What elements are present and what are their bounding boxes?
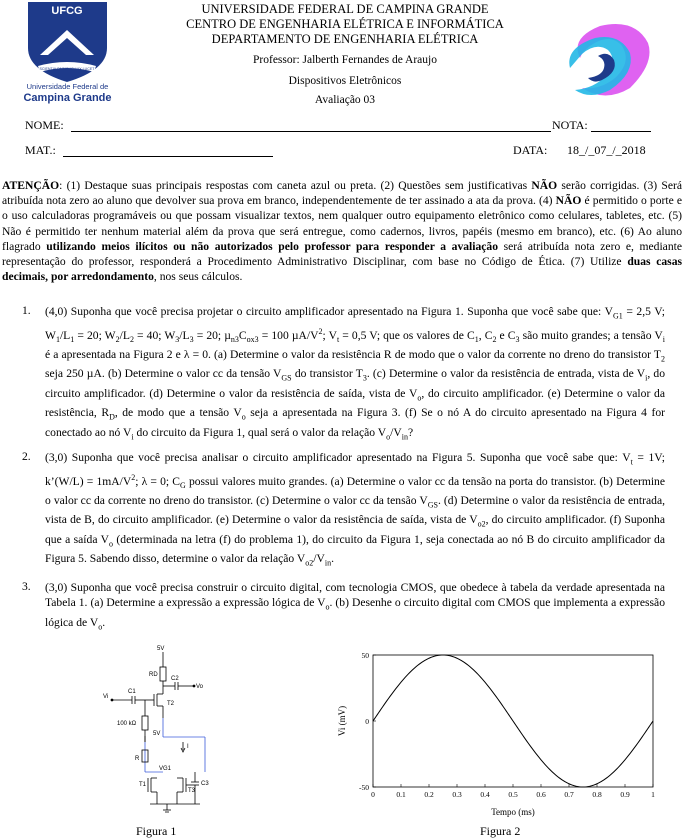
question-2-text: (3,0) Suponha que você precisa analisar o circuito amplificador apresentado na Figura 5. Suponha que você sabe que: $V_t = 1V$; k’(W/L) = $1mA/V^2$; λ = 0; $C_G$ possui valores muito grandes. (a) Determine o valor cc da tensão na porta do transistor. (b) Determine o valor cc da corrente no dreno do transistor. (c) Determine o valor cc da tensão $V_{GS}$. (d) Determine o valor da resistência de entrada, vista de B, do circuito amplificador. (e) Determine o valor da resistência de saída, vista de $V_{o2}$, do circuito amplificador. (f) Suponha que a saída $V_o$ (determinada na letra (f) do problema 1), do circuito da Figura 1, seja conectada ao nó B do circuito amplificador da Figura 5. Sabendo disso, determine o valor da relação $V_{o2}/V_{in}$. <box>45 451 666 568</box>
date-value: 18_/_07_/_2018 <box>567 143 646 157</box>
question-2-number: 2. <box>22 450 31 463</box>
circuit-label-t2: T2 <box>167 701 175 707</box>
circuit-label-vo: Vo <box>196 684 204 690</box>
circuit-label-c1: C1 <box>128 689 136 695</box>
ufcg-logo <box>20 0 115 110</box>
x-tick-label: 0.4 <box>480 790 490 799</box>
date-label: DATA: <box>513 143 548 157</box>
figure-1-caption: Figura 1 <box>136 824 177 838</box>
y-tick-label: 0 <box>365 717 369 726</box>
question-3-text: (3,0) Suponha que você precisa construir o circuito digital, com tecnologia CMOS, que obedece à tabela da verdade apresentada na Tabela 1. (a) Determine a expressão a expressão lógica de $V_o$. (b) Desenhe o circuito digital com CMOS que implementa a expressão lógica de $V_o$. <box>45 581 665 632</box>
x-tick-label: 0 <box>371 790 375 799</box>
mat-field[interactable] <box>63 156 273 157</box>
circuit-label-vi: Vi <box>103 694 109 700</box>
logo-name-line2: Campina Grande <box>23 92 112 104</box>
circuit-label-100k: 100 kΩ <box>117 721 137 727</box>
name-label: NOME: <box>25 118 64 132</box>
attention-paragraph: ATENÇÃO: (1) Destaque suas principais respostas com caneta azul ou preta. (2) Questões sem justificativas NÃO serão corrigidas. (3) Será atribuída nota zero ao aluno que devolver sua prova em branco, independentemente de ter assinado a ata da prova. (4) NÃO é permitido o porte e o uso calculadoras programáveis ou que possam visualizar textos, nem qualquer outro equipamento eletrônico como celulares, tabletes, etc. (5) Não é permitido ter nenhum material além da prova que será entregue, como cadernos, livros, papéis (mesmo em branco), etc. (6) Ao aluno flagrado utilizando meios ilícitos ou não autorizados pelo professor para responder a avaliação será atribuída nota zero e, mediante representação do professor, responderá a Procedimento Administrativo Disciplinar, com base no Código de Ética. (7) Utilize duas casas decimais, por arredondamento, nos seus cálculos. <box>2 179 683 284</box>
grade-label: NOTA: <box>552 118 588 132</box>
name-field[interactable] <box>71 131 551 132</box>
professor-name: Professor: Jalberth Fernandes de Araujo <box>253 54 437 66</box>
circuit-label-r: R <box>135 756 140 762</box>
circuit-label-c2: C2 <box>171 676 179 682</box>
exam-name: Avaliação 03 <box>314 94 376 106</box>
x-tick-label: 0.2 <box>424 790 434 799</box>
dee-logo-icon <box>560 18 660 103</box>
circuit-label-rd: RD <box>149 672 158 678</box>
logo-title-text: UFCG <box>51 5 83 17</box>
course-name: Dispositivos Eletrônicos <box>288 75 402 87</box>
circuit-label-t1: T1 <box>139 782 147 788</box>
attention-label: ATENÇÃO <box>2 179 60 192</box>
x-tick-label: 0.3 <box>452 790 462 799</box>
circuit-label-c3: C3 <box>201 781 209 787</box>
center-name: CENTRO DE ENGENHARIA ELÉTRICA E INFORMÁTICA <box>186 17 504 31</box>
x-tick-label: 0.1 <box>396 790 406 799</box>
logo-motto-text: SCIENTIA OMNIBUS LUX LUCET <box>39 67 95 71</box>
circuit-label-vg1: VG1 <box>159 766 172 772</box>
circuit-label-i: I <box>187 744 189 750</box>
x-tick-label: 0.6 <box>536 790 546 799</box>
department-name: DEPARTAMENTO DE ENGENHARIA ELÉTRICA <box>211 32 479 46</box>
logo-name-line1: Universidade Federal de <box>26 82 109 91</box>
question-3-number: 3. <box>22 580 31 593</box>
y-tick-label: 50 <box>361 651 369 660</box>
grade-field[interactable] <box>591 131 651 132</box>
university-name: UNIVERSIDADE FEDERAL DE CAMPINA GRANDE <box>201 2 489 16</box>
question-1-number: 1. <box>22 304 31 317</box>
x-tick-label: 0.9 <box>620 790 630 799</box>
series-line <box>373 655 653 787</box>
x-tick-label: 1 <box>651 790 655 799</box>
y-axis-label: Vi (mV) <box>337 705 347 737</box>
x-tick-label: 0.7 <box>564 790 574 799</box>
figure-1-circuit <box>95 642 235 822</box>
y-tick-label: -50 <box>359 783 369 792</box>
circuit-label-t3: T3 <box>188 788 196 794</box>
x-tick-label: 0.8 <box>592 790 602 799</box>
circuit-label-vdd1: 5V <box>157 646 165 652</box>
circuit-label-vdd2: 5V <box>153 731 161 737</box>
figure-2-chart <box>335 645 665 825</box>
figure-2-caption: Figura 2 <box>480 824 521 838</box>
x-axis-label: Tempo (ms) <box>491 807 535 817</box>
question-1-text: (4,0) Suponha que você precisa projetar o circuito amplificador apresentado na Figura 1. Suponha que você sabe que: $V_{G1} = 2,5$ V; $W_1/L_1 = 20$; $W_2/L_2 = 40$; $W_3/L_3 = 20$; $\mu_{n3}C_{ox3} = 100$ $\mu A/V^2$; $V_t = 0,5$ V; que os valores de $C_1$, $C_2$ e $C_3$ são muito grandes; a tensão $V_i$ é a apresentada na Figura 2 e λ = 0. (a) Determine o valor da resistência R de modo que o valor da corrente no dreno do transistor $T_2$ seja 250 µA. (b) Determine o valor cc da tensão $V_{GS}$ do transistor $T_3$. (c) Determine o valor da resistência de entrada, vista de $V_i$, do circuito amplificador. (d) Determine o valor da resistência de saída, vista de $V_o$, do circuito amplificador. (e) Determine o valor da resistência, $R_D$, de modo que a tensão $V_o$ seja a apresentada na Figura 3. (f) Se o nó A do circuito apresentado na Figura 4 for conectado ao nó $V_i$ do circuito da Figura 1, qual será o valor da relação $V_o/V_{in}$? <box>45 305 666 442</box>
x-tick-label: 0.5 <box>508 790 518 799</box>
dee-logo <box>560 18 660 103</box>
mat-label: MAT.: <box>25 143 56 157</box>
